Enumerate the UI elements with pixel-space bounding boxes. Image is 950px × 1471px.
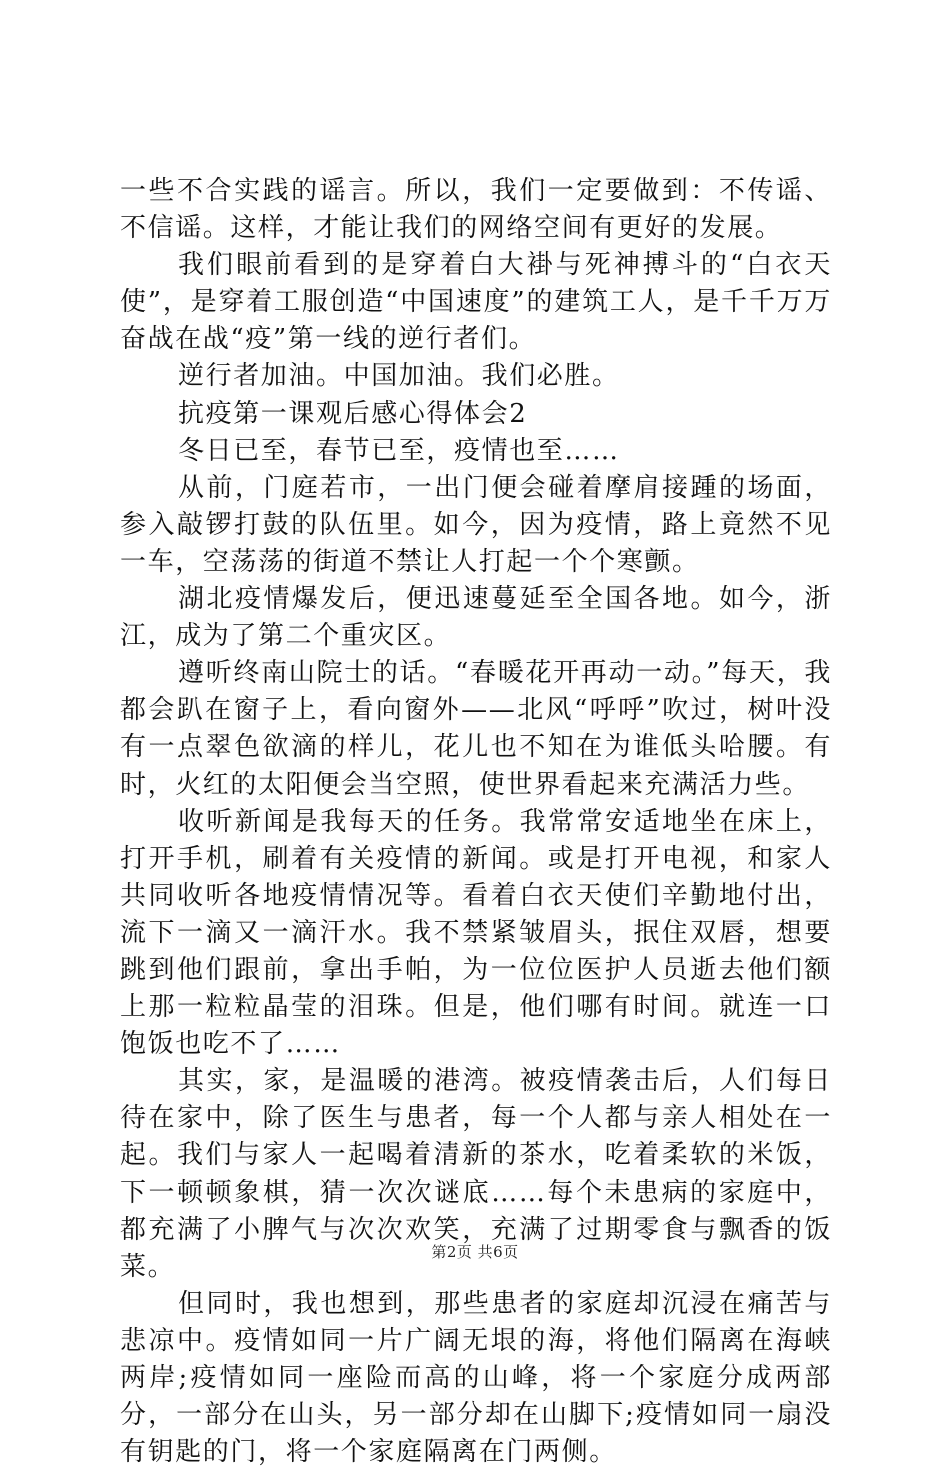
page-number-label: 第2页 共6页	[431, 1243, 519, 1261]
document-body	[120, 173, 832, 1471]
page-footer	[0, 1242, 950, 1262]
paragraph: 其实，家，是温暖的港湾。被疫情袭击后，人们每日待在家中，除了医生与患者，每一个人都与亲人相处在一起。我们与家人一起喝着清新的茶水，吃着柔软的米饭，下一顿顿象棋，猜一次次谜底……每个未患病的家庭中，都充满了小脾气与次次欢笑，充满了过期零食与飘香的饭菜。	[120, 1066, 832, 1282]
paragraph: 逆行者加油。中国加油。我们必胜。	[178, 361, 620, 392]
paragraph: 收听新闻是我每天的任务。我常常安适地坐在床上，打开手机，刷着有关疫情的新闻。或是打开电视，和家人共同收听各地疫情情况等。看着白衣天使们辛勤地付出，流下一滴又一滴汗水。我不禁紧皱眉头，抿住双唇，想要跳到他们跟前，拿出手帕，为一位位医护人员逝去他们额上那一粒粒晶莹的泪珠。但是，他们哪有时间。就连一口饱饭也吃不了……	[120, 806, 832, 1060]
paragraph: 遵听终南山院士的话。“春暖花开再动一动。”每天，我都会趴在窗子上，看向窗外——北风“呼呼”吹过，树叶没有一点翠色欲滴的样儿，花儿也不知在为谁低头哈腰。有时，火红的太阳便会当空照，使世界看起来充满活力些。	[120, 658, 832, 800]
paragraph: 湖北疫情爆发后，便迅速蔓延至全国各地。如今，浙江，成为了第二个重灾区。	[120, 584, 832, 652]
section-heading: 抗疫第一课观后感心得体会2	[178, 398, 528, 429]
paragraph: 但同时，我也想到，那些患者的家庭却沉浸在痛苦与悲凉中。疫情如同一片广阔无垠的海，将他们隔离在海峡两岸;疫情如同一座险而高的山峰，将一个家庭分成两部分，一部分在山头，另一部分却在山脚下;疫情如同一扇没有钥匙的门，将一个家庭隔离在门两侧。	[120, 1288, 832, 1468]
paragraph: 冬日已至，春节已至，疫情也至……	[178, 435, 620, 466]
paragraph: 一些不合实践的谣言。所以，我们一定要做到：不传谣、不信谣。这样，才能让我们的网络空间有更好的发展。	[120, 176, 832, 244]
paragraph: 从前，门庭若市，一出门便会碰着摩肩接踵的场面，参入敲锣打鼓的队伍里。如今，因为疫情，路上竟然不见一车，空荡荡的街道不禁让人打起一个个寒颤。	[120, 472, 832, 577]
paragraph: 我们眼前看到的是穿着白大褂与死神搏斗的“白衣天使”，是穿着工服创造“中国速度”的建筑工人，是千千万万奋战在战“疫”第一线的逆行者们。	[120, 250, 832, 355]
